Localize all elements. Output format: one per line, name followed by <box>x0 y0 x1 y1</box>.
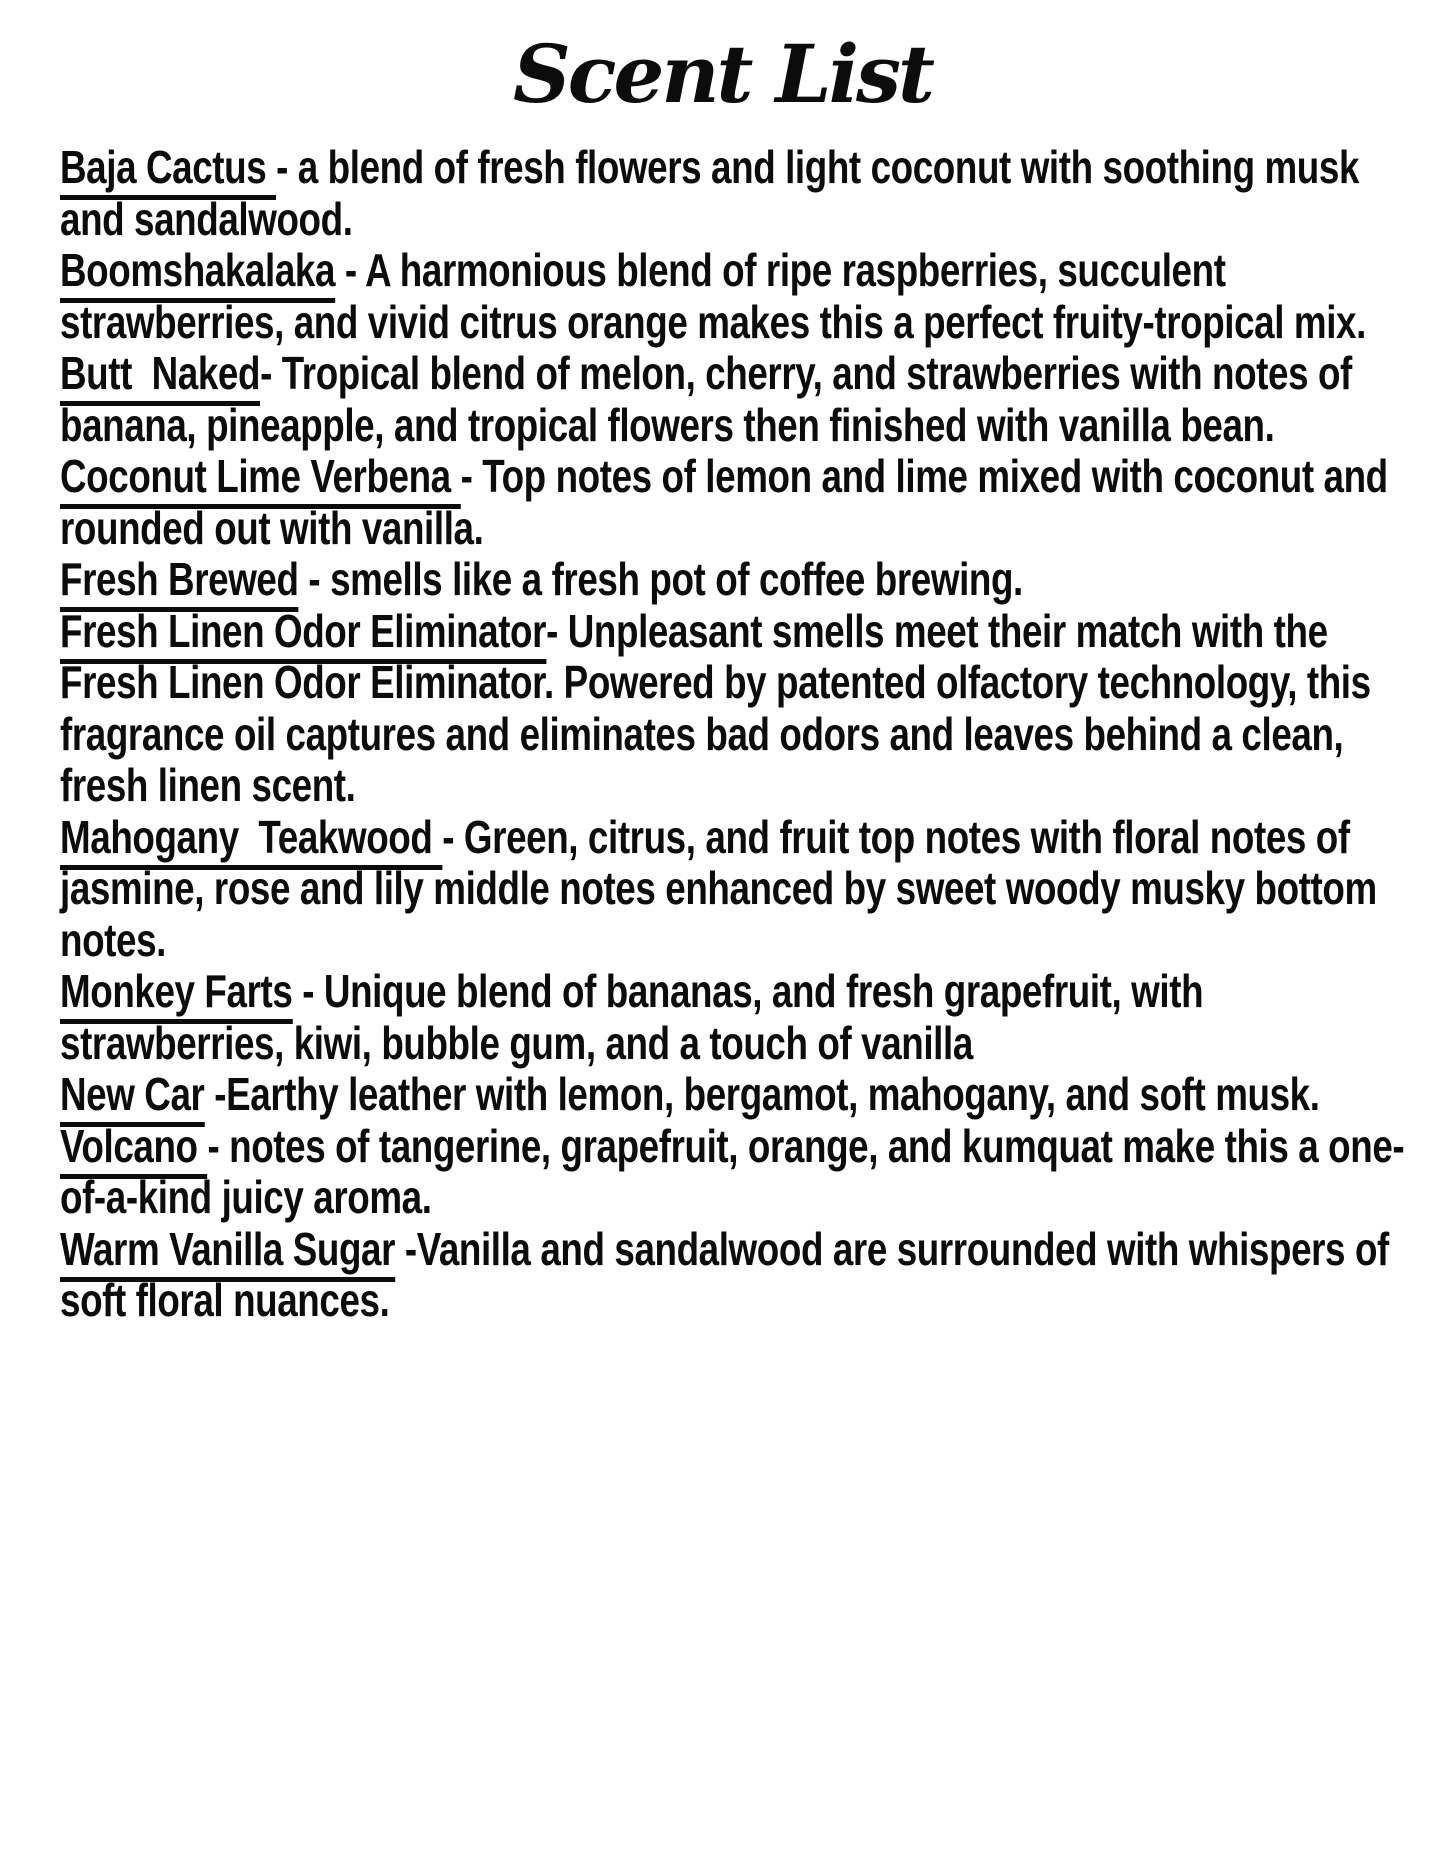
scent-entry <box>60 966 1405 1069</box>
scent-description: - Unique blend of bananas, and fresh grapefruit, with strawberries, kiwi, bubble gum, and a touch of vanilla <box>60 965 1213 1069</box>
scent-description: - Tropical blend of melon, cherry, and strawberries with notes of banana, pineapple, and tropical flowers then finished with vanilla bean. <box>60 347 1362 451</box>
page-title: Scent List <box>513 27 932 121</box>
scent-entry <box>60 348 1405 451</box>
scent-entry <box>60 812 1405 967</box>
scent-name: Warm Vanilla Sugar <box>60 1223 395 1282</box>
scent-name: Coconut Lime Verbena <box>60 450 461 509</box>
scent-entry <box>60 142 1405 245</box>
scent-description: - smells like a fresh pot of coffee brewing. <box>298 553 1023 605</box>
scent-name: Baja Cactus <box>60 141 276 200</box>
scent-name: Volcano <box>60 1120 207 1179</box>
scent-description: - A harmonious blend of ripe raspberries, succulent strawberries, and vivid citrus orange makes this a perfect fruity-tropical mix. <box>60 244 1366 348</box>
scent-description: - Top notes of lemon and lime mixed with coconut and rounded out with vanilla. <box>60 450 1398 554</box>
scent-description: -Vanilla and sandalwood are surrounded with whispers of soft floral nuances. <box>60 1222 1399 1326</box>
scent-entry <box>60 1069 1405 1121</box>
scent-description: - Green, citrus, and fruit top notes with floral notes of jasmine, rose and lily middle notes enhanced by sweet woody musky bottom notes. <box>60 810 1387 966</box>
scent-name: Butt Naked <box>60 347 260 406</box>
scent-name: Boomshakalaka <box>60 244 335 303</box>
scent-description: - notes of tangerine, grapefruit, orange, and kumquat make this a one-of-a-kind juicy aroma. <box>60 1119 1405 1223</box>
scent-description: - Unpleasant smells meet their match with the Fresh Linen Odor Eliminator. Powered by patented olfactory technology, this fragrance oil captures and eliminates bad odors and leaves behind a clean, fresh linen scent. <box>60 604 1381 811</box>
scent-list <box>60 142 1405 1327</box>
scent-name: Fresh Linen Odor Eliminator <box>60 605 546 664</box>
scent-name: Monkey Farts <box>60 965 292 1024</box>
scent-entry <box>60 606 1405 812</box>
scent-entry <box>60 451 1405 554</box>
scent-description: -Earthy leather with lemon, bergamot, mahogany, and soft musk. <box>204 1068 1320 1120</box>
scent-name: Fresh Brewed <box>60 553 299 612</box>
scent-entry <box>60 554 1405 606</box>
scent-entry <box>60 245 1405 348</box>
scent-entry <box>60 1224 1405 1327</box>
scent-name: New Car <box>60 1068 204 1127</box>
scent-entry <box>60 1121 1405 1224</box>
scent-description: - a blend of fresh flowers and light coconut with soothing musk and sandalwood. <box>60 141 1369 245</box>
scent-name: Mahogany Teakwood <box>60 811 442 870</box>
